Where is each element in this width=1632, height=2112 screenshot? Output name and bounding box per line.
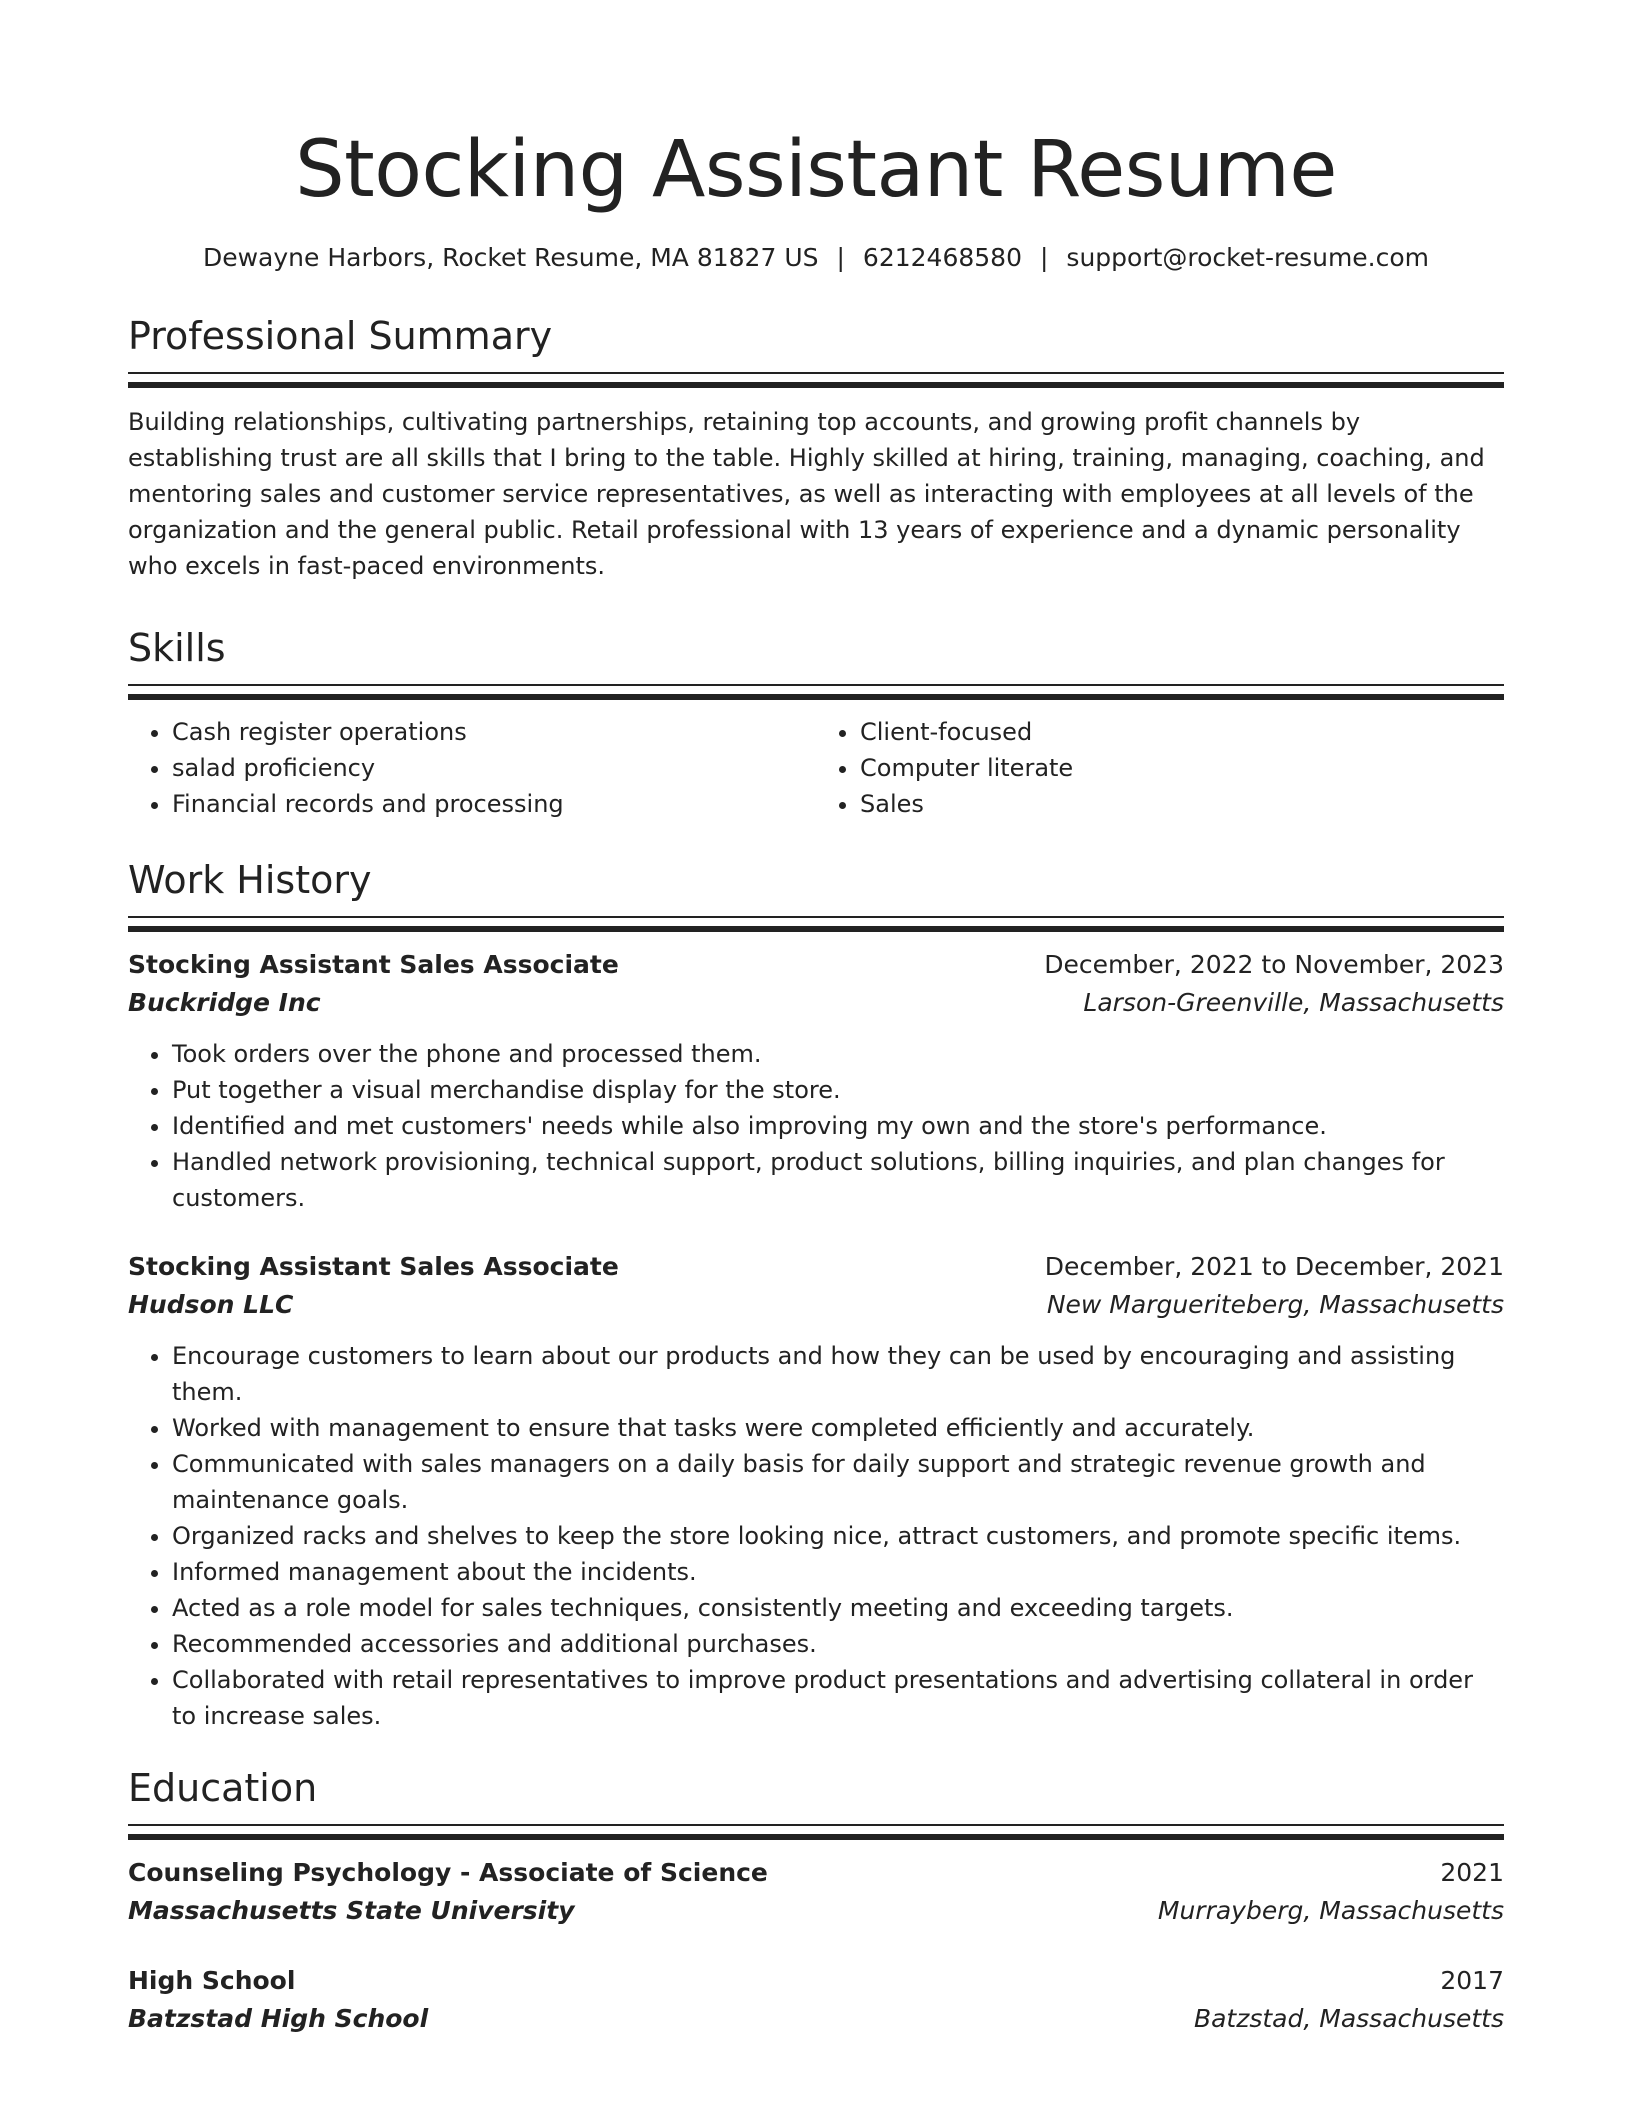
job-bullet: • Put together a visual merchandise display for the store. (172, 1072, 1504, 1108)
education-location: Batzstad, Massachusetts (1193, 2004, 1504, 2033)
job-header (128, 946, 1504, 984)
education-header (128, 1962, 1504, 2000)
skill-item: • Sales (860, 786, 1504, 822)
contact-email[interactable]: support@rocket-resume.com (1066, 243, 1430, 272)
job-bullet: • Identified and met customers' needs while also improving my own and the store's performance. (172, 1108, 1504, 1144)
contact-address: Dewayne Harbors, Rocket Resume, MA 81827 US (202, 243, 819, 272)
skill-item: • Cash register operations (172, 714, 816, 750)
job-dates: December, 2021 to December, 2021 (1044, 1252, 1504, 1281)
section-divider (128, 684, 1504, 700)
resume-title: Stocking Assistant Resume (295, 125, 1337, 215)
education-entry (128, 1854, 1504, 1930)
education-degree: High School (128, 1966, 296, 1995)
job-bullet: • Took orders over the phone and processed them. (172, 1036, 1504, 1072)
job-subheader (128, 1286, 1504, 1324)
job-bullets (128, 1338, 1504, 1734)
contact-separator: | (836, 243, 845, 272)
job-bullet: • Worked with management to ensure that tasks were completed efficiently and accurately. (172, 1410, 1504, 1446)
job-location: New Margueriteberg, Massachusetts (1046, 1290, 1504, 1319)
education-section (128, 1764, 1504, 2038)
job-bullets (128, 1036, 1504, 1216)
contact-separator: | (1039, 243, 1049, 272)
education-school: Batzstad High School (128, 2004, 429, 2033)
job-bullet: • Acted as a role model for sales techniques, consistently meeting and exceeding targets. (172, 1590, 1504, 1626)
job-header (128, 1248, 1504, 1286)
skills-list-left (128, 714, 816, 822)
education-subheader (128, 2000, 1504, 2038)
job-title: Stocking Assistant Sales Associate (128, 950, 619, 979)
summary-text: Building relationships, cultivating partnerships, retaining top accounts, and growing profit channels by establishing trust are all skills that I bring to the table. Highly skilled at hiring, training, managing, coaching, and mentoring sales and customer service representatives, as well as interacting with employees at all levels of the organization and the general public. Retail professional with 13 years of experience and a dynamic personality who excels in fast-paced environments. (128, 408, 1485, 580)
job-bullet: • Organized racks and shelves to keep the store looking nice, attract customers, and promote specific items. (172, 1518, 1504, 1554)
job-bullet: • Handled network provisioning, technical support, product solutions, billing inquiries, and plan changes for customers. (172, 1144, 1504, 1216)
education-year: 2021 (1440, 1858, 1504, 1887)
skill-item: • Financial records and processing (172, 786, 816, 822)
education-header (128, 1854, 1504, 1892)
skill-item: • Client-focused (860, 714, 1504, 750)
summary-heading: Professional Summary (128, 314, 553, 358)
job-bullet: • Communicated with sales managers on a daily basis for daily support and strategic revenue growth and maintenance goals. (172, 1446, 1504, 1518)
job-bullet: • Collaborated with retail representatives to improve product presentations and advertising collateral in order to increase sales. (172, 1662, 1504, 1734)
section-divider (128, 1824, 1504, 1840)
section-divider (128, 916, 1504, 932)
skills-columns (128, 714, 1504, 822)
work-history-heading: Work History (128, 858, 372, 902)
job-subheader (128, 984, 1504, 1022)
job-title: Stocking Assistant Sales Associate (128, 1252, 619, 1281)
work-history-section (128, 856, 1504, 1734)
skills-heading: Skills (128, 626, 226, 670)
job-company: Hudson LLC (128, 1290, 294, 1319)
education-year: 2017 (1440, 1966, 1504, 1995)
education-entry (128, 1962, 1504, 2038)
education-school: Massachusetts State University (128, 1896, 575, 1925)
education-degree: Counseling Psychology - Associate of Science (128, 1858, 768, 1887)
job-bullet: • Encourage customers to learn about our products and how they can be used by encouraging and assisting them. (172, 1338, 1504, 1410)
skill-item: • Computer literate (860, 750, 1504, 786)
education-heading: Education (128, 1766, 318, 1810)
job-bullet: • Informed management about the incidents. (172, 1554, 1504, 1590)
section-divider (128, 372, 1504, 388)
contact-phone[interactable]: 6212468580 (862, 243, 1022, 272)
job-dates: December, 2022 to November, 2023 (1044, 950, 1504, 979)
skills-section (128, 624, 1504, 822)
contact-line (128, 242, 1504, 274)
skills-list-right (816, 714, 1504, 822)
skill-item: • salad proficiency (172, 750, 816, 786)
education-location: Murrayberg, Massachusetts (1157, 1896, 1504, 1925)
job-company: Buckridge Inc (128, 988, 321, 1017)
summary-section (128, 312, 1504, 584)
job-entry (128, 1248, 1504, 1734)
education-subheader (128, 1892, 1504, 1930)
job-entry (128, 946, 1504, 1216)
job-bullet: • Recommended accessories and additional purchases. (172, 1626, 1504, 1662)
job-location: Larson-Greenville, Massachusetts (1083, 988, 1504, 1017)
